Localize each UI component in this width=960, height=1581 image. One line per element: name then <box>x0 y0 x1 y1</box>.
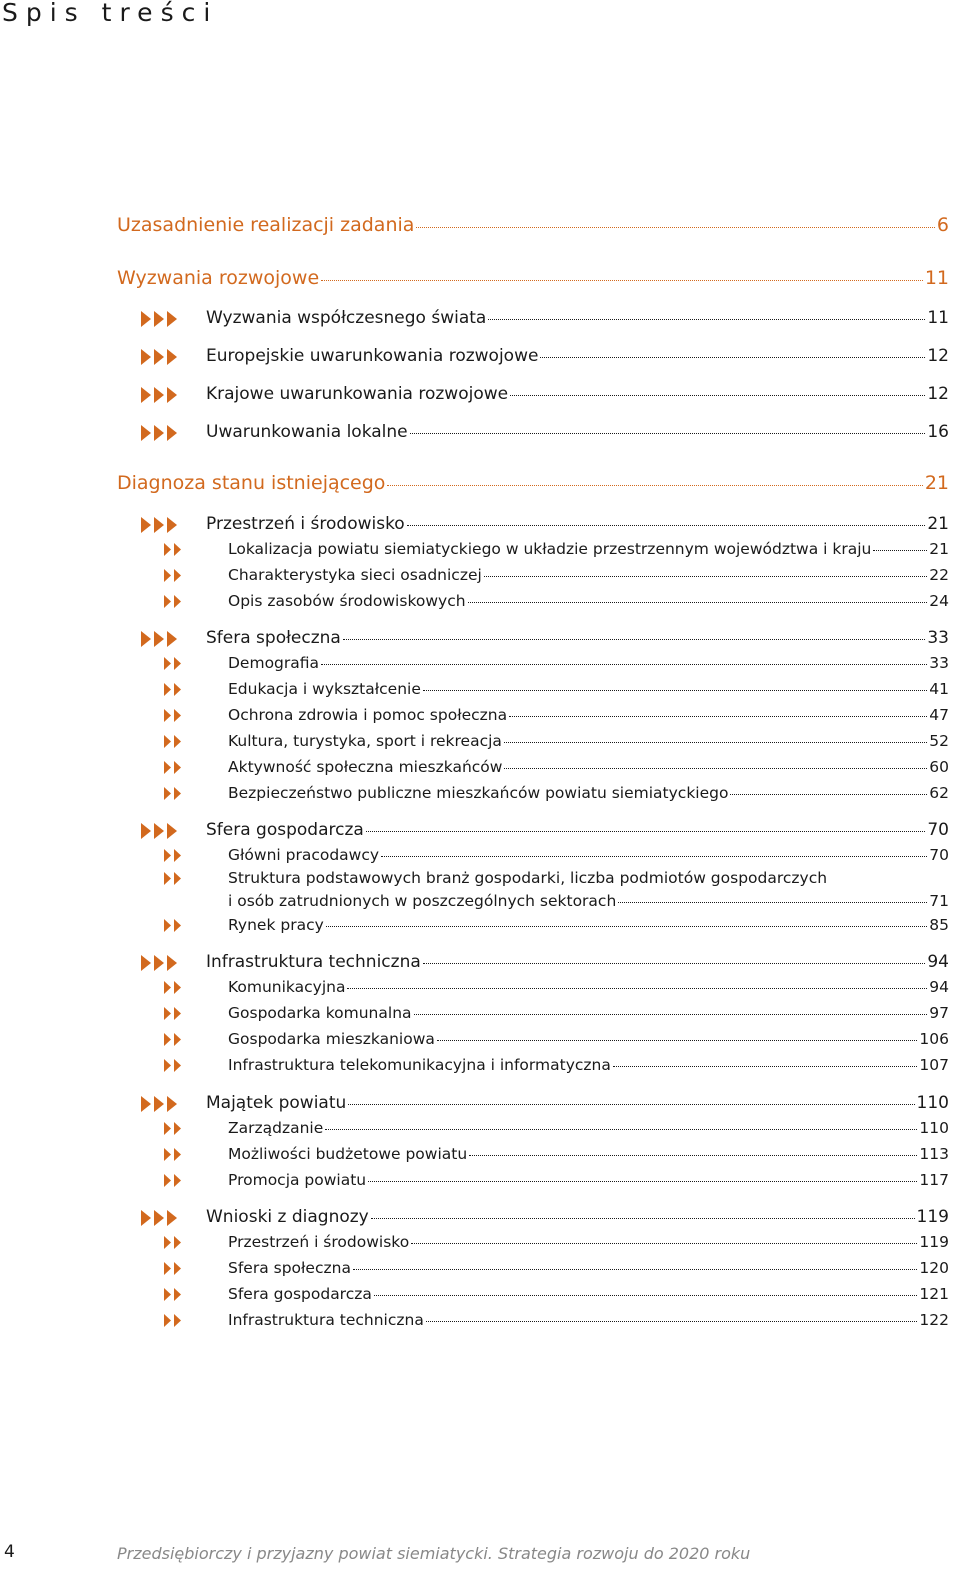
toc-entry-label: Sfera gospodarcza <box>228 1285 372 1303</box>
toc-entry-page: 120 <box>919 1259 949 1277</box>
double-triangle-icon <box>164 849 184 862</box>
double-triangle-icon <box>164 1174 184 1187</box>
dot-leader <box>540 357 925 358</box>
toc-entry-label: Europejskie uwarunkowania rozwojowe <box>206 346 539 366</box>
footer-title: Przedsiębiorczy i przyjazny powiat siemiatycki. Strategia rozwoju do 2020 roku <box>117 1544 751 1563</box>
toc-entry-label: Demografia <box>228 654 320 672</box>
toc-entry-page: 113 <box>919 1145 949 1163</box>
double-triangle-icon <box>164 872 184 885</box>
dot-leader <box>374 1295 918 1296</box>
dot-leader <box>353 1269 917 1270</box>
double-triangle-icon <box>164 595 184 608</box>
toc-entry[interactable] <box>228 1171 949 1189</box>
toc-entry-label: Infrastruktura techniczna <box>228 1311 424 1329</box>
double-triangle-icon <box>164 657 184 670</box>
page-title: Spis treści <box>2 0 219 27</box>
double-triangle-icon <box>164 1262 184 1275</box>
dot-leader <box>873 550 927 551</box>
triple-triangle-icon <box>141 349 179 365</box>
double-triangle-icon <box>164 683 184 696</box>
toc-entry-label: Edukacja i wykształcenie <box>228 680 421 698</box>
toc-entry-label: Bezpieczeństwo publiczne mieszkańców powiatu siemiatyckiego <box>228 784 729 802</box>
toc-entry-label: Sfera społeczna <box>228 1259 351 1277</box>
dot-leader <box>387 485 922 486</box>
toc-entry[interactable] <box>206 1093 949 1113</box>
dot-leader <box>368 1181 917 1182</box>
toc-entry-page: 85 <box>929 916 949 934</box>
toc-entry[interactable] <box>228 784 949 802</box>
double-triangle-icon <box>164 787 184 800</box>
toc-entry[interactable] <box>228 1119 949 1137</box>
toc-entry-page: 71 <box>929 892 949 910</box>
toc-entry[interactable] <box>228 540 949 558</box>
dot-leader <box>381 856 927 857</box>
toc-entry-label: Przestrzeń i środowisko <box>206 514 405 534</box>
toc-entry-label: Lokalizacja powiatu siemiatyckiego w układzie przestrzennym województwa i kraju <box>228 540 872 558</box>
toc-entry-page: 110 <box>916 1093 949 1113</box>
toc-entry-page: 21 <box>927 514 949 534</box>
toc-entry-page: 11 <box>927 308 949 328</box>
footer-page-number: 4 <box>4 1542 15 1562</box>
toc-entry-label: Rynek pracy <box>228 916 324 934</box>
dot-leader <box>469 1155 917 1156</box>
toc-entry-page: 12 <box>927 384 949 404</box>
toc-entry-page: 16 <box>927 422 949 442</box>
double-triangle-icon <box>164 919 184 932</box>
dot-leader <box>407 525 926 526</box>
dot-leader <box>504 768 927 769</box>
toc-entry-label: Gospodarka komunalna <box>228 1004 412 1022</box>
toc-entry[interactable] <box>228 706 949 724</box>
toc-entry-page: 119 <box>916 1207 949 1227</box>
dot-leader <box>423 963 926 964</box>
toc-entry[interactable] <box>228 1030 949 1048</box>
double-triangle-icon <box>164 1007 184 1020</box>
toc-entry-page: 33 <box>929 654 949 672</box>
toc-entry-page: 33 <box>927 628 949 648</box>
toc-entry-page: 70 <box>927 820 949 840</box>
toc-entry-label: Wyzwania rozwojowe <box>117 267 320 289</box>
toc-entry-page: 119 <box>919 1233 949 1251</box>
double-triangle-icon <box>164 761 184 774</box>
dot-leader <box>613 1066 918 1067</box>
toc-entry-page: 110 <box>919 1119 949 1137</box>
triple-triangle-icon <box>141 955 179 971</box>
toc-entry-page: 94 <box>927 952 949 972</box>
toc-entry-page: 41 <box>929 680 949 698</box>
toc-entry-label: Główni pracodawcy <box>228 846 380 864</box>
toc-entry-page: 21 <box>924 472 949 494</box>
toc-entry-page: 52 <box>929 732 949 750</box>
toc-entry[interactable] <box>228 978 949 996</box>
triple-triangle-icon <box>141 631 179 647</box>
toc-entry-label: Wyzwania współczesnego świata <box>206 308 487 328</box>
toc-entry-page: 24 <box>929 592 949 610</box>
dot-leader <box>484 576 927 577</box>
triple-triangle-icon <box>141 425 179 441</box>
dot-leader <box>414 1014 928 1015</box>
toc-entry[interactable] <box>228 916 949 934</box>
toc-entry-page: 70 <box>929 846 949 864</box>
toc-entry-label: Charakterystyka sieci osadniczej <box>228 566 482 584</box>
dot-leader <box>509 716 927 717</box>
toc-entry-label: Wnioski z diagnozy <box>206 1207 369 1227</box>
triple-triangle-icon <box>141 387 179 403</box>
toc-entry-label: Krajowe uwarunkowania rozwojowe <box>206 384 509 404</box>
dot-leader <box>410 433 926 434</box>
toc-entry[interactable] <box>228 592 949 610</box>
toc-entry-label: Promocja powiatu <box>228 1171 367 1189</box>
dot-leader <box>488 319 925 320</box>
double-triangle-icon <box>164 735 184 748</box>
toc-entry-label: Gospodarka mieszkaniowa <box>228 1030 435 1048</box>
toc-entry[interactable] <box>206 308 949 328</box>
toc-entry[interactable] <box>228 680 949 698</box>
dot-leader <box>321 664 927 665</box>
toc-entry-label: Majątek powiatu <box>206 1093 347 1113</box>
toc-entry[interactable] <box>228 758 949 776</box>
double-triangle-icon <box>164 1059 184 1072</box>
toc-entry-page: 117 <box>919 1171 949 1189</box>
toc-entry[interactable] <box>117 214 949 236</box>
toc-entry[interactable] <box>228 1004 949 1022</box>
triple-triangle-icon <box>141 311 179 327</box>
toc-entry-label: Uwarunkowania lokalne <box>206 422 408 442</box>
toc-entry[interactable] <box>117 472 949 494</box>
toc-entry[interactable] <box>228 1233 949 1251</box>
toc-entry-label: Zarządzanie <box>228 1119 324 1137</box>
toc-entry-label: Przestrzeń i środowisko <box>228 1233 410 1251</box>
triple-triangle-icon <box>141 1096 179 1112</box>
toc-entry[interactable] <box>228 869 949 915</box>
toc-entry[interactable] <box>228 1259 949 1277</box>
double-triangle-icon <box>164 543 184 556</box>
double-triangle-icon <box>164 1288 184 1301</box>
toc-entry-page: 122 <box>919 1311 949 1329</box>
toc-entry-page: 97 <box>929 1004 949 1022</box>
dot-leader <box>423 690 927 691</box>
toc-entry-label: Opis zasobów środowiskowych <box>228 592 466 610</box>
toc-entry[interactable] <box>206 628 949 648</box>
triple-triangle-icon <box>141 517 179 533</box>
double-triangle-icon <box>164 1122 184 1135</box>
toc-entry[interactable] <box>206 1207 949 1227</box>
double-triangle-icon <box>164 1314 184 1327</box>
toc-entry-page: 21 <box>929 540 949 558</box>
dot-leader <box>416 227 934 228</box>
dot-leader <box>510 395 925 396</box>
toc-entry-label: Możliwości budżetowe powiatu <box>228 1145 468 1163</box>
toc-entry-label: Sfera społeczna <box>206 628 341 648</box>
triple-triangle-icon <box>141 823 179 839</box>
toc-entry-page: 60 <box>929 758 949 776</box>
toc-entry[interactable] <box>228 732 949 750</box>
toc-entry-label: Ochrona zdrowia i pomoc społeczna <box>228 706 508 724</box>
toc-entry-label: Aktywność społeczna mieszkańców <box>228 758 503 776</box>
dot-leader <box>325 1129 917 1130</box>
dot-leader <box>371 1218 915 1219</box>
toc-entry[interactable] <box>206 384 949 404</box>
toc-entry-label: Struktura podstawowych branż gospodarki, liczba podmiotów gospodarczych <box>228 869 828 887</box>
toc-entry-label: Uzasadnienie realizacji zadania <box>117 214 415 236</box>
dot-leader <box>411 1243 917 1244</box>
toc-entry[interactable] <box>206 346 949 366</box>
dot-leader <box>343 639 926 640</box>
toc-entry-label-continued: i osób zatrudnionych w poszczególnych sektorach <box>228 892 617 910</box>
double-triangle-icon <box>164 569 184 582</box>
toc-entry-label: Infrastruktura telekomunikacyjna i informatyczna <box>228 1056 611 1074</box>
toc-entry-page: 11 <box>924 267 949 289</box>
double-triangle-icon <box>164 1033 184 1046</box>
toc-entry-label: Kultura, turystyka, sport i rekreacja <box>228 732 502 750</box>
dot-leader <box>468 602 928 603</box>
double-triangle-icon <box>164 981 184 994</box>
toc-entry[interactable] <box>117 267 949 289</box>
toc-entry[interactable] <box>228 1285 949 1303</box>
toc-entry-label: Infrastruktura techniczna <box>206 952 421 972</box>
toc-entry[interactable] <box>228 1056 949 1074</box>
dot-leader <box>321 280 923 281</box>
toc-entry-page: 12 <box>927 346 949 366</box>
toc-entry-page: 121 <box>919 1285 949 1303</box>
dot-leader <box>618 902 927 903</box>
dot-leader <box>504 742 927 743</box>
toc-entry-page: 22 <box>929 566 949 584</box>
toc-entry[interactable] <box>228 566 949 584</box>
toc-entry-page: 6 <box>936 214 949 236</box>
dot-leader <box>326 926 928 927</box>
toc-entry[interactable] <box>228 1145 949 1163</box>
toc-entry[interactable] <box>206 952 949 972</box>
toc-entry-page: 94 <box>929 978 949 996</box>
toc-entry-label: Sfera gospodarcza <box>206 820 364 840</box>
dot-leader <box>347 988 927 989</box>
toc-entry-page: 107 <box>919 1056 949 1074</box>
dot-leader <box>730 794 927 795</box>
toc-entry-page: 106 <box>919 1030 949 1048</box>
toc-entry[interactable] <box>206 422 949 442</box>
triple-triangle-icon <box>141 1210 179 1226</box>
toc-entry-label: Diagnoza stanu istniejącego <box>117 472 386 494</box>
toc-entry[interactable] <box>206 820 949 840</box>
toc-entry[interactable] <box>206 514 949 534</box>
double-triangle-icon <box>164 709 184 722</box>
toc-entry[interactable] <box>228 654 949 672</box>
dot-leader <box>426 1321 918 1322</box>
double-triangle-icon <box>164 1236 184 1249</box>
dot-leader <box>348 1104 914 1105</box>
double-triangle-icon <box>164 1148 184 1161</box>
dot-leader <box>366 831 926 832</box>
toc-entry-label: Komunikacyjna <box>228 978 346 996</box>
toc-entry-page: 47 <box>929 706 949 724</box>
dot-leader <box>437 1040 918 1041</box>
toc-entry[interactable] <box>228 846 949 864</box>
toc-entry-page: 62 <box>929 784 949 802</box>
toc-entry[interactable] <box>228 1311 949 1329</box>
